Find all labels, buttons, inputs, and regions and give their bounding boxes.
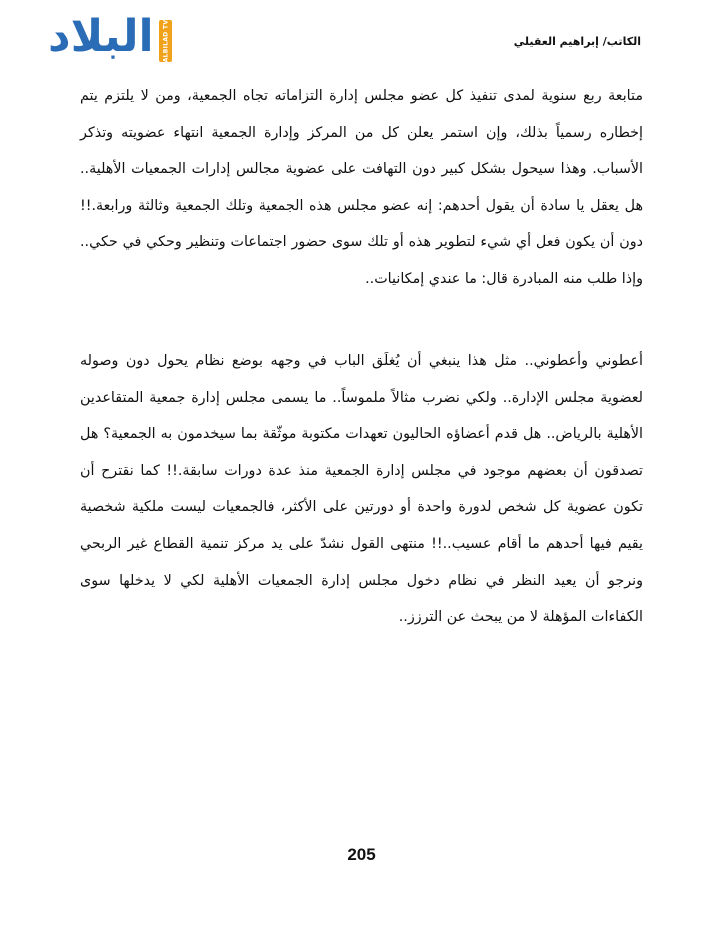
article-paragraph-2: [80, 343, 643, 636]
author-header: الكاتب/ إبراهيم العقيلي: [513, 35, 641, 48]
article-paragraph-1: [80, 78, 643, 298]
paragraph-text: متابعة ربع سنوية لمدى تنفيذ كل عضو مجلس إدارة التزاماته تجاه الجمعية، ومن لا يلتزم يتم إخطاره رسمياً بذلك، وإن استمر يعلن كل من المركز وإدارة الجمعية انتهاء عضويته وتذكر الأسباب. وهذا سيحول بشكل كبير دون التهافت على عضوية مجالس إدارات الجمعيات الأهلية.. هل يعقل يا سادة أن يقول أحدهم: إنه عضو مجلس هذه الجمعية وتلك الجمعية وثالثة ورابعة.!! دون أن يكون فعل أي شيء لتطوير هذه أو تلك سوى حضور اجتماعات وتنظير وحكي في حكي.. وإذا طلب منه المبادرة قال: ما عندي إمكانيات..: [80, 88, 643, 287]
logo-tv-label: ALBILAD TV: [162, 19, 169, 63]
logo-wordmark: البلاد: [48, 11, 154, 62]
logo-tv-badge: [159, 20, 172, 62]
paragraph-text: أعطوني وأعطوني.. مثل هذا ينبغي أن يُغلَق الباب في وجهه بوضع نظام يحول دون وصوله لعضوية مجلس الإدارة.. ولكي نضرب مثالاً ملموساً.. ما يسمى مجلس إدارة جمعية المتقاعدين الأهلية بالرياض.. هل قدم أعضاؤه الحاليون تعهدات مكتوبة موثّقة بما سيخدمون به الجمعية؟ هل تصدقون أن بعضهم موجود في مجلس إدارة الجمعية منذ عدة دورات سابقة.!! كما نقترح أن تكون عضوية كل شخص لدورة واحدة أو دورتين على الأكثر، فالجمعيات ليست ملكية شخصية يقيم فيها أحدهم ما أقام عسيب..!! منتهى القول نشدّ على يد مركز تنمية القطاع غير الربحي ونرجو أن يعيد النظر في نظام دخول مجلس إدارة الجمعيات الأهلية لكي لا يدخلها سوى الكفاءات المؤهلة لا من يبحث عن الترزز..: [80, 353, 643, 626]
albilad-logo: [48, 11, 178, 63]
page-number: 205: [347, 845, 376, 864]
